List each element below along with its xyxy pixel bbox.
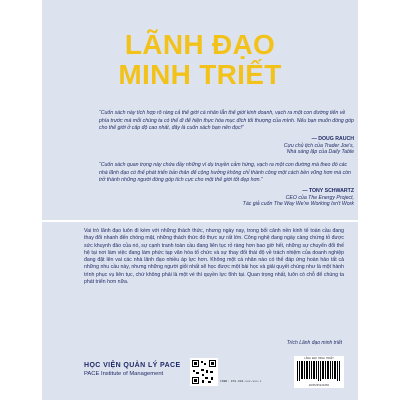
quote-author-role-1: Cựu chủ tịch của Trader Joe's, bbox=[283, 142, 354, 149]
quote-author-role-2: Nhà sáng lập của Daily Table bbox=[286, 149, 354, 156]
quote-author: — DOUG RAUCH bbox=[311, 135, 354, 142]
book-title bbox=[42, 30, 358, 90]
endorsement-quote-1 bbox=[99, 110, 354, 156]
book-excerpt: Vai trò lãnh đạo luôn đi kèm với những thách thức, nhưng ngày nay, trong bối cảnh nền kinh tế toàn cầu đang thay đổi nhanh đến chóng mặt, những thách thức đó thực sự rất lớn. Công nghệ đang ngày càng chứng tỏ được sức khuynh đảo của nó, sự cạnh tranh toàn cầu đang liên tục rỏ ràng hơn bao giờ hết, những sự chuyển đổi thế hệ tại nơi làm việc đang làm phức tạp văn hóa tổ chức và sự thay đổi thái độ về trách nhiệm của doanh nghiệp đang đặt lên vai các nhà lãnh đạo nhiều áp lực hơn. Không một cá nhân nào có thể đáp ứng hoàn hảo tất cả những nhu cầu này, nhưng những người giỏi nhất sẽ học được một bài học và giải quyết chúng như là một hành trình phục vụ liên tục, chứ không phải là một vé thì quyền lực tĩnh tại. Quan trọng nhất, luôn có chỗ để chúng ta phát triển hơn nữa. bbox=[84, 228, 344, 286]
barcode-icon bbox=[297, 361, 341, 381]
barcode bbox=[294, 356, 344, 388]
quote-text: “Cuốn sách quan trọng này chứa đầy những ví dụ truyền cảm hứng, vạch ra một con đường mà theo đó các nhà lãnh đạo có thể phát triển bản thân để cộng hưởng không chỉ thành công một cách bền vững hơn mà còn trở thành những người đóng góp tích cực cho một thế giới tốt đẹp hơn.” bbox=[99, 162, 351, 184]
barcode-number: 8935235229456 bbox=[308, 384, 330, 387]
publisher-name-vi: HỌC VIỆN QUẢN LÝ PACE bbox=[84, 362, 181, 369]
quote-attribution bbox=[99, 188, 354, 208]
excerpt-source: Trích Lãnh đạo minh triết bbox=[286, 340, 342, 346]
publisher-name-en: PACE Institute of Management bbox=[84, 371, 164, 377]
isbn-small-text: ISBN: 978-604-xxx-xxx-x bbox=[220, 380, 262, 383]
quote-author: — TONY SCHWARTZ bbox=[302, 187, 354, 194]
publisher bbox=[84, 362, 181, 377]
qr-code-icon bbox=[191, 359, 217, 385]
qr-code bbox=[190, 358, 218, 386]
endorsement-quote-2 bbox=[99, 162, 354, 208]
quote-author-role-2: Tác giả cuốn The Way We're Working Isn't Work bbox=[242, 201, 354, 208]
book-back-cover bbox=[42, 0, 358, 400]
quote-text: “Cuốn sách này tích hợp rõ ràng cả thế giới cá nhân lẫn thế giới kinh doanh, vạch ra một con đường tiến về phía trước mà mỗi chúng ta có thể đi để hiện thực hóa mục đích tối thượng của mình. Nếu bạn muốn đóng góp cho thế giới ở cấp độ cao nhất, đây là cuốn sách bạn nên đọc!” bbox=[99, 110, 354, 132]
barcode-label: LÃNH ĐẠO MINH TRIẾT bbox=[304, 357, 334, 360]
quote-attribution bbox=[99, 136, 354, 156]
section-divider bbox=[42, 220, 358, 222]
title-line-1: LÃNH ĐẠO bbox=[124, 29, 276, 60]
title-line-2: MINH TRIẾT bbox=[118, 59, 282, 90]
quote-author-role-1: CEO của The Energy Project, bbox=[285, 194, 354, 201]
